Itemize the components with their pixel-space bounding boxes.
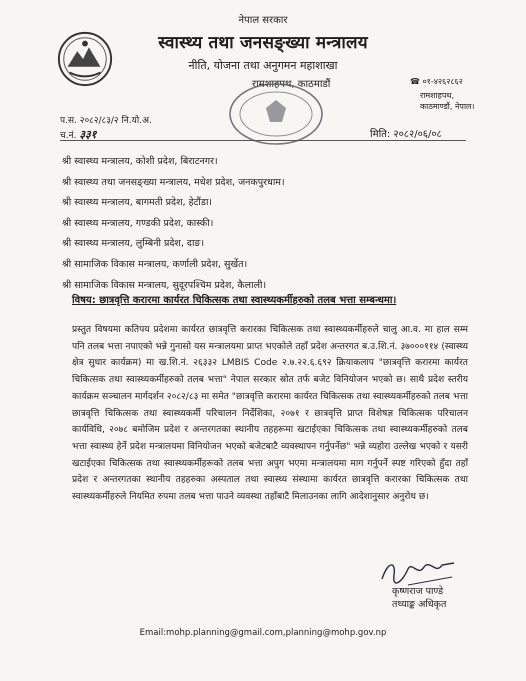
address-line: काठमाण्डौं, नेपाल।: [420, 102, 475, 111]
ministry-title: स्वास्थ्य तथा जनसङ्ख्या मन्त्रालय: [158, 33, 368, 53]
signatory-name: कृष्णराज पाण्डे: [392, 586, 444, 597]
letter-reference-number: प.स. २०८२/८३/२ नि.यो.अ.: [60, 116, 152, 126]
recipient-item: श्री सामाजिक विकास मन्त्रालय, कर्णाली प्रदेश, सुर्खेत।: [62, 258, 248, 270]
recipient-item: श्री स्वास्थ्य मन्त्रालय, लुम्बिनी प्रदेश, दाङ।: [62, 238, 205, 250]
recipient-item: श्री स्वास्थ्य मन्त्रालय, बागमती प्रदेश, हेटौंडा।: [62, 197, 213, 209]
division-title: नीति, योजना तथा अनुगमन महाशाखा: [188, 59, 338, 72]
letter-subject: विषय: छात्रवृत्ति करारमा कार्यरत चिकित्सक तथा स्वास्थ्यकर्मीहरुको तलब भत्ता सम्बन्धमा।: [72, 295, 397, 306]
dispatch-label: च.नं.: [60, 131, 77, 141]
address-line: रामशाहपथ,: [420, 91, 455, 100]
letter-body: प्रस्तुत विषयमा कतिपय प्रदेशमा कार्यरत छात्रवृत्ति करारका चिकित्सक तथा स्वास्थ्यकर्मीहरुले चालु आ.व. मा हाल सम्म पनि तलब भत्ता नपाएको भन्ने गुनासो यस मन्त्रालयमा प्राप्त भएकोले तहाँ प्रदेश अन्तरगत ब.उ.शि.नं. ३७०००११४ (स्वास्थ्य क्षेत्र सुधार कार्यक्रम) मा ख.शि.नं. २६३३२ LMBIS Code २.७.२२.६.६९२ क्रियाकलाप "छात्रवृत्ति करारमा कार्यरत चिकित्सक तथा स्वास्थ्यकर्मीहरुको तलब भत्ता" नेपाल सरकार स्रोत तर्फ बजेट विनियोजन भएको छ। साथै प्रदेश स्तरीय कार्यक्रम सञ्चालन मार्गदर्शन २०८२/८३ मा समेत "छात्रवृत्ति करारमा कार्यरत चिकित्सक तथा स्वास्थ्यकर्मीहरुको तलब भत्ता छात्रवृत्ति चिकित्सक तथा स्वास्थ्यकर्मी परिचालन निर्देशिका, २०७१ र छात्रवृत्ति प्राप्त विशेषज्ञ चिकित्सक परिचालन कार्यविधि, २०७८ बमोजिम प्रदेश र अन्तरगतका स्थानीय तहहरूमा खटाईएका चिकित्सक तथा स्वास्थ्यकर्मीहरुको तलब भत्ता स्वास्थ्य हेर्ने प्रदेश मन्त्रालयमा विनियोजन भएको बजेटबाटै व्यवस्थापन गर्नुपर्नेछ" भन्ने व्यहोरा उल्लेख भएको र यसरी खटाईएका चिकित्सक तथा स्वास्थ्यकर्मीहरूको तलब भत्ता अपुग भएमा मन्त्रालयमा माग गर्नुपर्ने स्पष्ट गरिएको हुँदा तहाँ प्रदेश र अन्तरगतका स्थानीय तहहरुका अस्पताल तथा स्वास्थ्य संस्थामा कार्यरत छात्रवृत्ति करारका चिकित्सक तथा स्वास्थ्यकर्मीहरुले नियमित रुपमा तलब भत्ता पाउने व्यवस्था तहाँबाटै मिलाउनका लागि आदेशानुसार अनुरोध छ।: [72, 325, 468, 503]
footer-email: Email:mohp.planning@gmail.com,planning@mohp.gov.np: [139, 628, 387, 638]
phone-number: ☎ ०१-४२६२८६२: [410, 77, 463, 86]
recipient-item: श्री सामाजिक विकास मन्त्रालय, सुदूरपश्चिम प्रदेश, कैलाली।: [62, 279, 267, 291]
signatory-designation: तथ्याङ्क अधिकृत: [392, 599, 447, 610]
signatory-block: [392, 585, 446, 611]
reference-block: [60, 114, 152, 143]
letter-date: मिति: २०८२/०६/०८: [370, 129, 442, 140]
handwritten-signature-icon: [378, 555, 458, 589]
government-title: नेपाल सरकार: [238, 15, 288, 26]
header-divider: [60, 140, 466, 141]
recipient-item: श्री स्वास्थ्य मन्त्रालय, गण्डकी प्रदेश, कास्की।: [62, 217, 214, 229]
address-block: [420, 90, 474, 112]
dispatch-number: ३३१: [79, 128, 97, 141]
recipient-item: श्री स्वास्थ्य मन्त्रालय, कोशी प्रदेश, बिराटनगर।: [62, 156, 218, 167]
recipient-item: श्री स्वास्थ्य तथा जनसङ्ख्या मन्त्रालय, मधेश प्रदेश, जनकपुरधाम।: [62, 176, 285, 188]
recipient-list: [62, 152, 285, 296]
header-location: रामशाहपथ, काठमाडौं: [252, 79, 331, 90]
